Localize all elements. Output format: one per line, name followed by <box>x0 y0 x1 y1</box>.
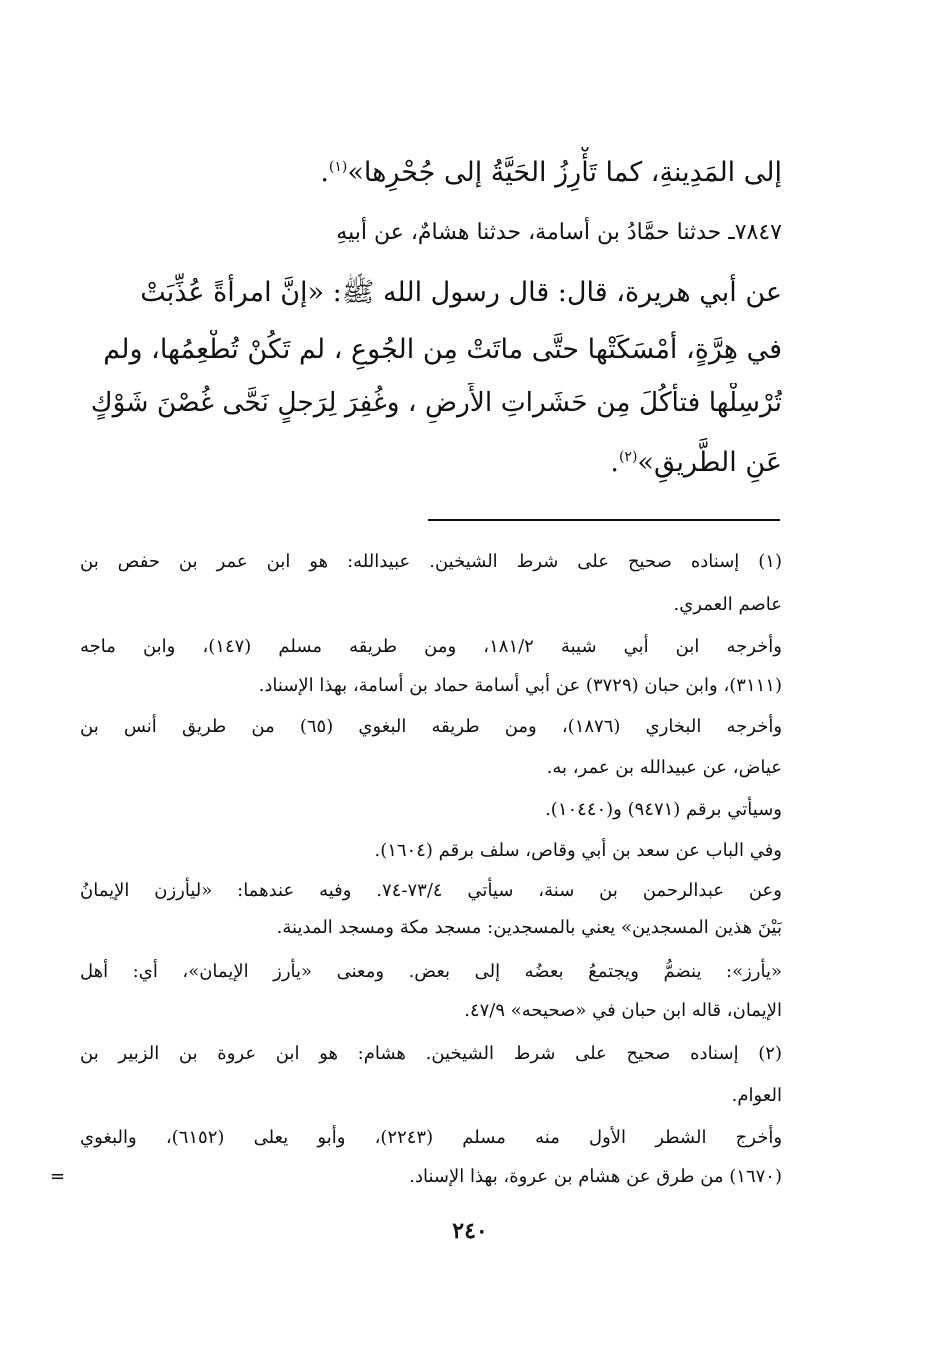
footnote-divider <box>428 519 780 521</box>
main-text-line-6-body: عَنِ الطَّريقِ» <box>637 447 782 478</box>
footnote-2-line-4: (١٦٧٠) من طرق عن هشام بن عروة، بهذا الإسناد. <box>409 1166 782 1187</box>
main-text-line-4: في هِرَّةٍ، أَمْسَكَتْها حتَّى ماتَتْ مِن الجُوعِ ، لم تَكُنْ تُطْعِمُها، ولم <box>103 334 782 365</box>
main-text-line-5: تُرْسِلْها فتأْكُلَ مِن حَشَراتِ الأَرضِ ، وغُفِرَ لِرَجلٍ نَحَّى غُصْنَ شَوْكٍ <box>90 387 782 418</box>
main-text-line-6-end: . <box>610 447 619 478</box>
footnote-1-line-2: عاصم العمري. <box>673 594 782 615</box>
footnote-1-line-7: وسيأتي برقم (٩٤٧١) و(١٠٤٤٠). <box>545 799 782 820</box>
footnote-1-line-6: عياض، عن عبيدالله بن عمر، به. <box>546 757 782 778</box>
footnote-1-line-3: وأخرجه ابن أبي شيبة ١٨١/٢، ومن طريقه مسلم (١٤٧)، وابن ماجه <box>80 636 782 657</box>
page-number: ٢٤٠ <box>452 1218 488 1244</box>
continuation-mark: = <box>50 1166 66 1187</box>
main-text-line-1-body: إلى المَدِينةِ، كما تَأْرِزُ الحَيَّةُ إلى جُحْرِها» <box>347 157 782 188</box>
main-text-line-3: عن أبي هريرة، قال: قال رسول الله ﷺ: «إنَّ امرأةً عُذِّبَتْ <box>140 277 782 308</box>
footnote-2-line-3: وأخرج الشطر الأول منه مسلم (٢٢٤٣)، وأبو يعلى (٦١٥٢)، والبغوي <box>80 1127 782 1148</box>
hadith-number-line: ٧٨٤٧ـ حدثنا حمَّادُ بن أسامة، حدثنا هشامٌ، عن أبيهِ <box>336 220 782 245</box>
main-text-line-1 <box>80 147 782 193</box>
footnote-1-line-1: (١) إسناده صحيح على شرط الشيخين. عبيدالله: هو ابن عمر بن حفص بن <box>80 551 782 572</box>
footnote-1-line-4: (٣١١١)، وابن حبان (٣٧٢٩) عن أبي أسامة حماد بن أسامة، بهذا الإسناد. <box>258 675 782 696</box>
footnote-1-line-8: وفي الباب عن سعد بن أبي وقاص، سلف برقم (١٦٠٤). <box>374 840 782 861</box>
footnote-1-line-9: وعن عبدالرحمن بن سنة، سيأتي ٧٣/٤-٧٤. وفيه عندهما: «ليأرزن الإيمانُ <box>80 880 782 901</box>
footnote-ref-1[interactable]: (١) <box>328 159 348 175</box>
footnote-2-line-1: (٢) إسناده صحيح على شرط الشيخين. هشام: هو ابن عروة بن الزبير بن <box>80 1043 782 1064</box>
footnote-2-line-2: العوام. <box>731 1085 782 1106</box>
footnote-1-line-5: وأخرجه البخاري (١٨٧٦)، ومن طريقه البغوي (٦٥) من طريق أنس بن <box>80 716 782 737</box>
main-text-line-6 <box>80 437 782 483</box>
footnote-1-line-11: «يأرز»: ينضمُّ ويجتمعُ بعضُه إلى بعض. ومعنى «يأرز الإيمان»، أي: أهل <box>80 961 782 982</box>
footnote-ref-2[interactable]: (٢) <box>618 449 638 465</box>
footnote-1-line-10: بَيْنَ هذين المسجدين» يعني بالمسجدين: مسجد مكة ومسجد المدينة. <box>276 917 782 938</box>
main-text-line-1-end: . <box>320 157 329 188</box>
footnote-1-line-12: الإيمان، قاله ابن حبان في «صحيحه» ٤٧/٩. <box>464 1000 782 1021</box>
